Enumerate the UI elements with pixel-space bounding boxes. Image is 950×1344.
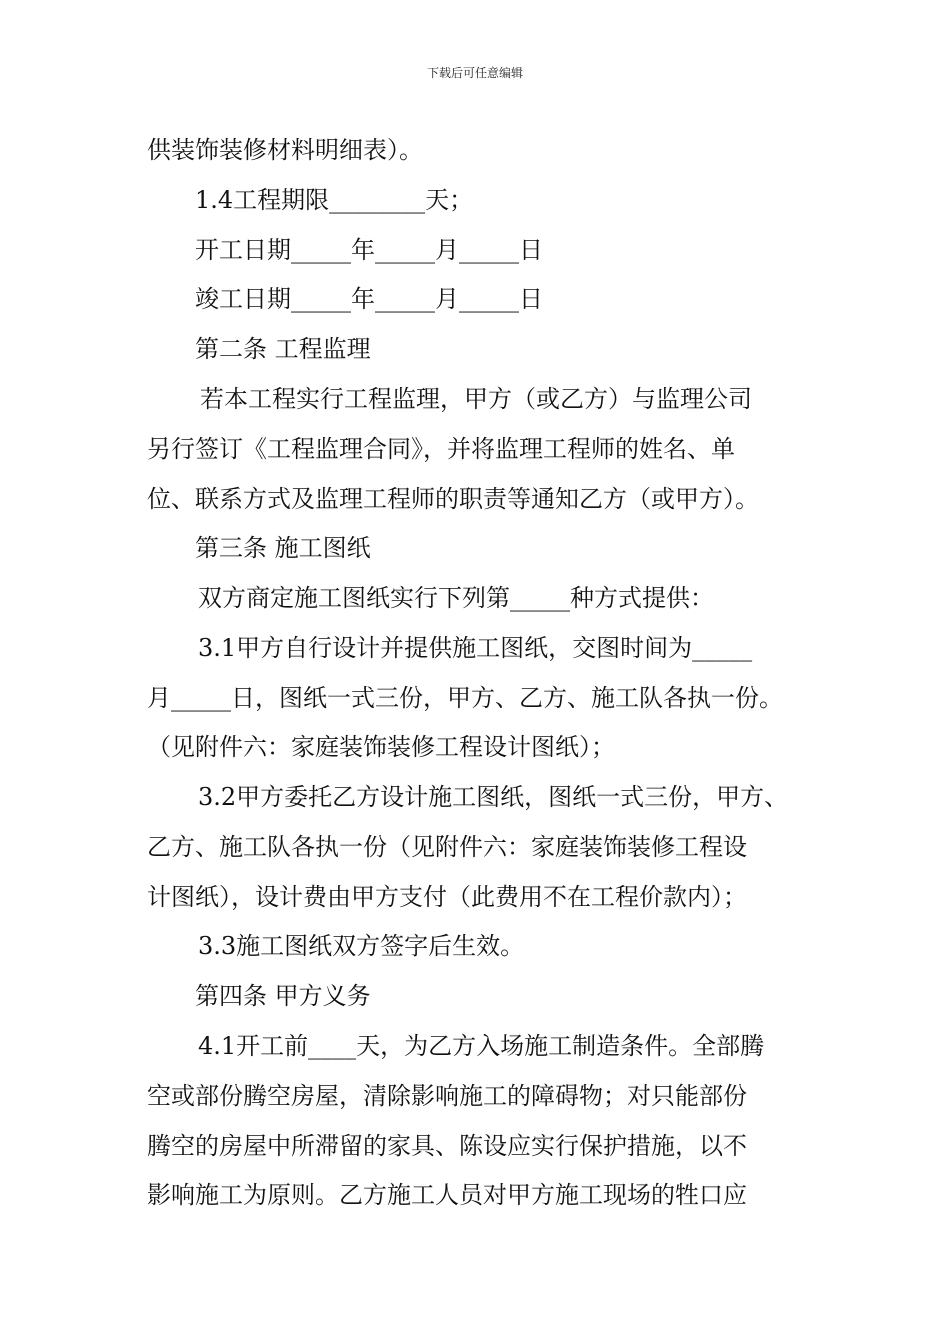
text-line: 计图纸），设计费由甲方支付（此费用不在工程价款内）； [147, 883, 747, 911]
text-line: 3.2甲方委托乙方设计施工图纸，图纸一式三份，甲方、 [198, 783, 789, 811]
text-line: 位、联系方式及监理工程师的职责等通知乙方（或甲方）。 [147, 485, 759, 513]
text-line: 竣工日期_____年_____月_____日 [195, 285, 543, 313]
section-heading: 第二条 工程监理 [195, 335, 371, 363]
text-line: 若本工程实行工程监理，甲方（或乙方）与监理公司 [200, 385, 752, 413]
text-line: 3.1甲方自行设计并提供施工图纸，交图时间为_____ [198, 634, 753, 662]
text-line: 另行签订《工程监理合同》，并将监理工程师的姓名、单 [147, 435, 735, 463]
section-heading: 第三条 施工图纸 [195, 534, 371, 562]
text-line: 空或部份腾空房屋，清除影响施工的障碍物；对只能部份 [147, 1082, 747, 1110]
text-line: （见附件六：家庭装饰装修工程设计图纸）； [147, 733, 615, 761]
text-line: 4.1开工前____天，为乙方入场施工制造条件。全部腾 [198, 1032, 765, 1060]
text-line: 开工日期_____年_____月_____日 [195, 236, 543, 264]
text-line: 腾空的房屋中所滞留的家具、陈设应实行保护措施，以不 [147, 1132, 747, 1160]
page-header: 下载后可任意编辑 [426, 66, 523, 80]
text-line: 影响施工为原则。乙方施工人员对甲方施工现场的牲口应 [147, 1181, 747, 1209]
text-line: 双方商定施工图纸实行下列第_____种方式提供： [198, 584, 714, 612]
text-line: 供装饰装修材料明细表）。 [147, 136, 423, 164]
text-line: 乙方、施工队各执一份（见附件六：家庭装饰装修工程设 [147, 833, 747, 861]
section-heading: 第四条 甲方义务 [195, 982, 371, 1010]
text-line: 月_____日，图纸一式三份，甲方、乙方、施工队各执一份。 [147, 684, 783, 712]
text-line: 3.3施工图纸双方签字后生效。 [198, 932, 525, 960]
text-line: 1.4工程期限________天； [195, 186, 474, 214]
